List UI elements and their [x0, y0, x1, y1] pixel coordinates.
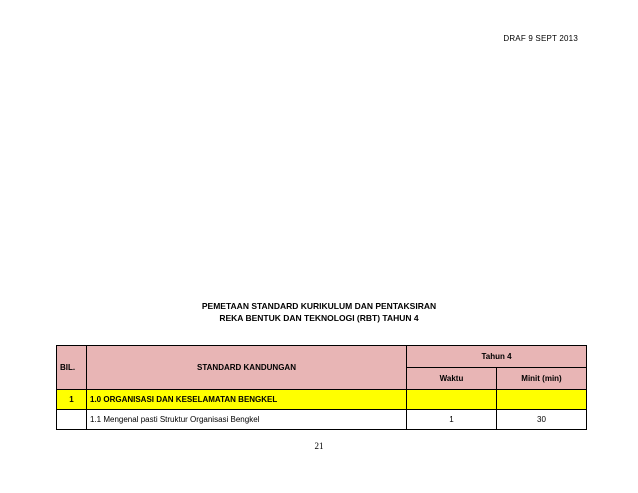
- header-minit: Minit (min): [497, 368, 587, 390]
- row-waktu: 1: [407, 410, 497, 430]
- title-line-1: PEMETAAN STANDARD KURIKULUM DAN PENTAKSIRAN: [201, 301, 437, 311]
- standards-table: [56, 345, 587, 430]
- header-year: Tahun 4: [407, 346, 587, 368]
- document-title: [0, 300, 638, 324]
- section-waktu-empty: [407, 390, 497, 410]
- header-bil: BIL.: [57, 346, 87, 390]
- page-number: 21: [314, 441, 324, 451]
- header-waktu: Waktu: [407, 368, 497, 390]
- row-minit: 30: [497, 410, 587, 430]
- section-title: 1.0 ORGANISASI DAN KESELAMATAN BENGKEL: [87, 390, 407, 410]
- section-minit-empty: [497, 390, 587, 410]
- section-bil: 1: [57, 390, 87, 410]
- row-bil-empty: [57, 410, 87, 430]
- title-line-2: REKA BENTUK DAN TEKNOLOGI (RBT) TAHUN 4: [219, 313, 419, 323]
- row-standard: 1.1 Mengenal pasti Struktur Organisasi Bengkel: [87, 410, 407, 430]
- header-standard: STANDARD KANDUNGAN: [87, 346, 407, 390]
- table-row: [57, 410, 587, 430]
- draft-label: DRAF 9 SEPT 2013: [503, 34, 578, 43]
